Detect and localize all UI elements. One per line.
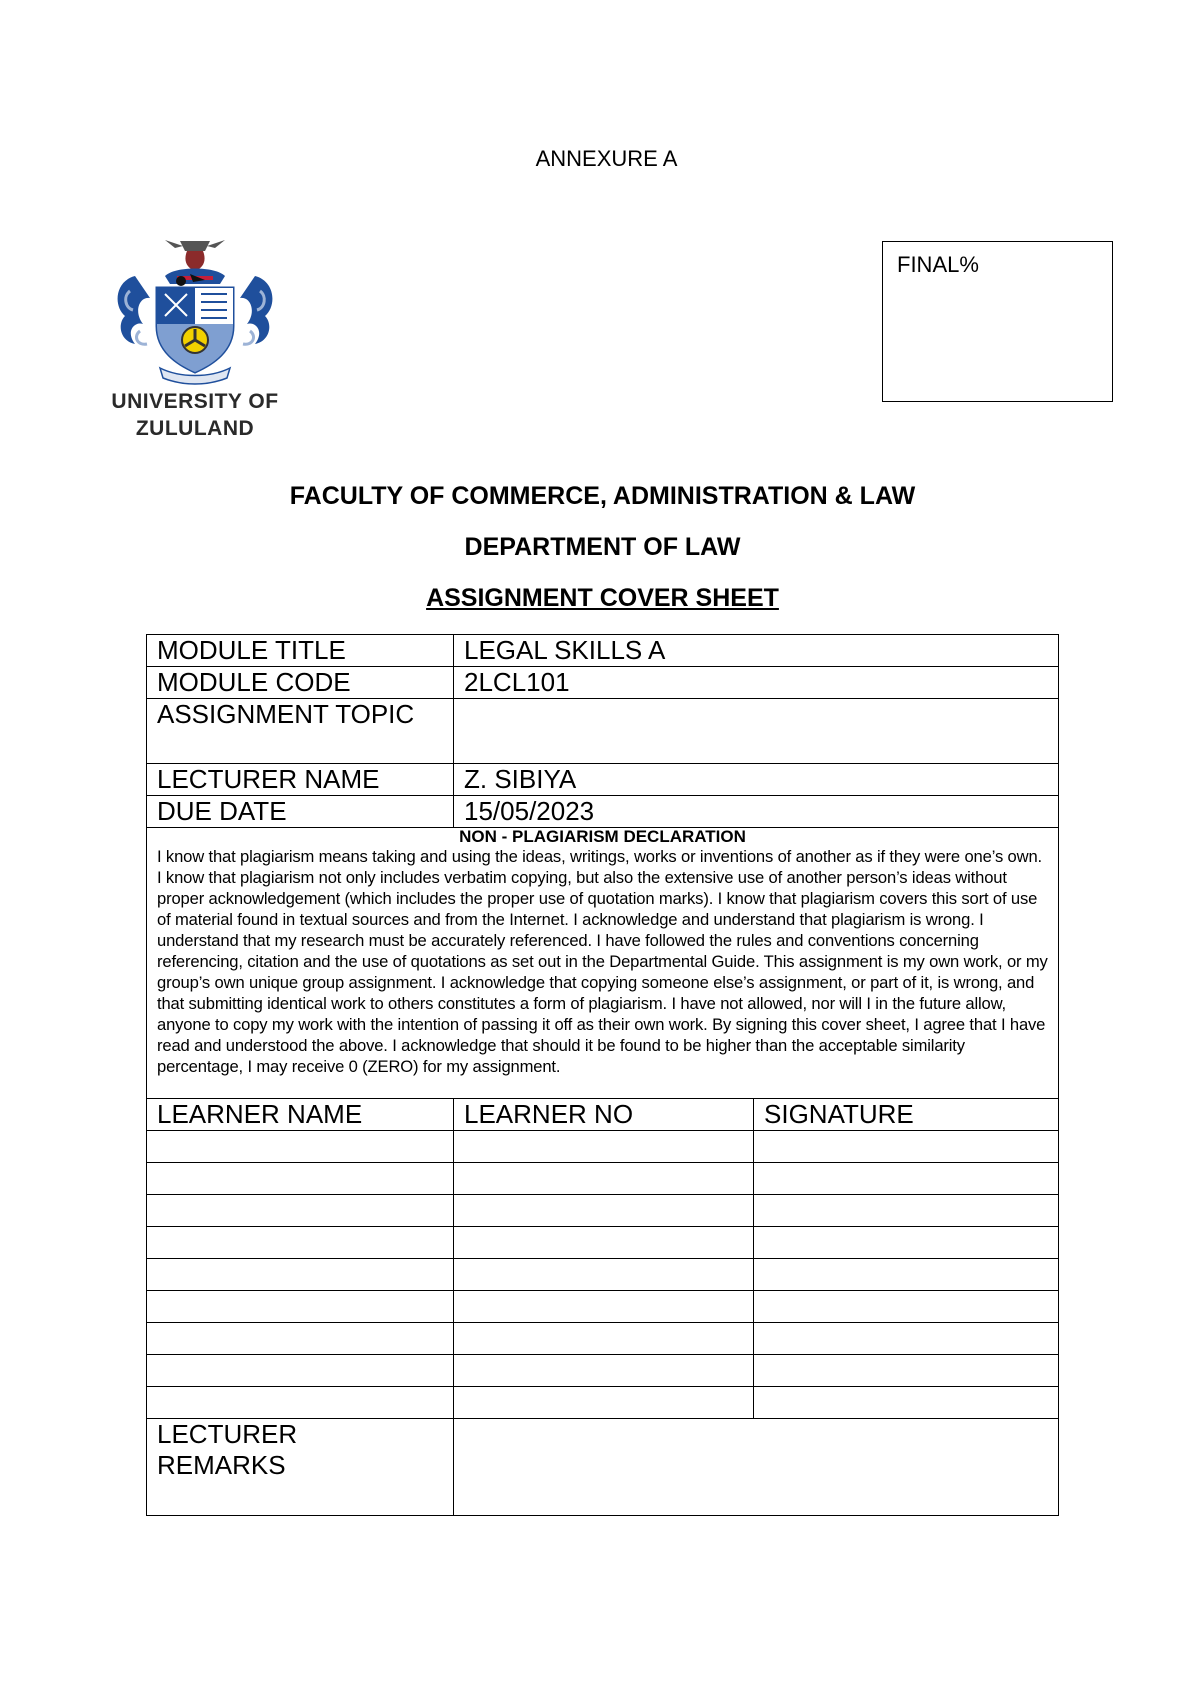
learner-name-cell[interactable]: [147, 1131, 454, 1163]
university-name-line1: UNIVERSITY OF: [111, 390, 279, 413]
declaration-text: I know that plagiarism means taking and using the ideas, writings, works or inventions of another as if they were one’s own. I know that plagiarism not only includes verbatim copying, but also the extensive use of another person’s ideas without proper acknowledgement (which includes the proper use of quotation marks). I know that plagiarism covers this sort of use of material found in textual sources and from the Internet. I acknowledge and understand that plagiarism is wrong. I understand that my research must be accurately referenced. I have followed the rules and conventions concerning referencing, citation and the use of quotations as set out in the Departmental Guide. This assignment is my own work, or my group’s own unique group assignment. I acknowledge that copying someone else’s assignment, or part of it, is wrong, and that submitting identical work to others constitutes a form of plagiarism. I have not allowed, nor will I in the future allow, anyone to copy my work with the intention of passing it off as their own work. By signing this cover sheet, I agree that I have read and understood the above. I acknowledge that should it be found to be higher than the acceptable similarity percentage, I may receive 0 (ZERO) for my assignment.: [157, 847, 1048, 1076]
university-crest-icon: [95, 236, 295, 386]
annexure-label: ANNEXURE A: [535, 146, 678, 171]
due-date-row: [147, 796, 1059, 828]
learner-no-cell[interactable]: [454, 1387, 754, 1419]
signature-cell[interactable]: [754, 1131, 1059, 1163]
signature-cell[interactable]: [754, 1227, 1059, 1259]
learner-no-cell[interactable]: [454, 1131, 754, 1163]
learner-no-cell[interactable]: [454, 1323, 754, 1355]
faculty-heading: FACULTY OF COMMERCE, ADMINISTRATION & LAW: [289, 482, 916, 510]
signature-cell[interactable]: [754, 1323, 1059, 1355]
learner-header-row: [147, 1099, 1059, 1131]
signature-cell[interactable]: [754, 1163, 1059, 1195]
lecturer-remarks-label-line2: REMARKS: [157, 1450, 286, 1480]
module-title-label: MODULE TITLE: [147, 635, 454, 667]
learner-no-cell[interactable]: [454, 1291, 754, 1323]
lecturer-remarks-value[interactable]: [454, 1419, 1059, 1516]
due-date-label: DUE DATE: [147, 796, 454, 828]
lecturer-remarks-label-line1: LECTURER: [157, 1419, 298, 1449]
learner-name-cell[interactable]: [147, 1387, 454, 1419]
due-date-value[interactable]: 15/05/2023: [454, 796, 1059, 828]
signature-cell[interactable]: [754, 1387, 1059, 1419]
signature-cell[interactable]: [754, 1355, 1059, 1387]
final-mark-box[interactable]: [882, 241, 1113, 402]
university-logo: [95, 236, 295, 446]
signature-cell[interactable]: [754, 1291, 1059, 1323]
declaration-cell: [147, 828, 1059, 1099]
lecturer-name-label: LECTURER NAME: [147, 764, 454, 796]
module-code-value[interactable]: 2LCL101: [454, 667, 1059, 699]
learner-no-cell[interactable]: [454, 1227, 754, 1259]
lecturer-name-row: [147, 764, 1059, 796]
learner-no-cell[interactable]: [454, 1355, 754, 1387]
learner-name-cell[interactable]: [147, 1259, 454, 1291]
lecturer-remarks-label: [147, 1419, 454, 1516]
learner-name-cell[interactable]: [147, 1195, 454, 1227]
module-title-value[interactable]: LEGAL SKILLS A: [454, 635, 1059, 667]
final-mark-label: FINAL%: [897, 252, 979, 277]
declaration-row: [147, 828, 1059, 1099]
assignment-topic-label: ASSIGNMENT TOPIC: [147, 699, 454, 764]
module-code-label: MODULE CODE: [147, 667, 454, 699]
cover-sheet-table: [146, 634, 1059, 1516]
learner-name-header: LEARNER NAME: [147, 1099, 454, 1131]
assignment-topic-value[interactable]: [454, 699, 1059, 764]
learner-name-cell[interactable]: [147, 1163, 454, 1195]
learner-name-cell[interactable]: [147, 1291, 454, 1323]
module-code-row: [147, 667, 1059, 699]
learner-row: [147, 1387, 1059, 1419]
signature-cell[interactable]: [754, 1195, 1059, 1227]
signature-header: SIGNATURE: [754, 1099, 1059, 1131]
learner-row: [147, 1195, 1059, 1227]
learner-name-cell[interactable]: [147, 1227, 454, 1259]
learner-row: [147, 1355, 1059, 1387]
signature-cell[interactable]: [754, 1259, 1059, 1291]
learner-no-header: LEARNER NO: [454, 1099, 754, 1131]
lecturer-remarks-row: [147, 1419, 1059, 1516]
learner-row: [147, 1227, 1059, 1259]
learner-row: [147, 1291, 1059, 1323]
learner-no-cell[interactable]: [454, 1195, 754, 1227]
lecturer-name-value[interactable]: Z. SIBIYA: [454, 764, 1059, 796]
cover-sheet-heading: ASSIGNMENT COVER SHEET: [426, 584, 779, 612]
learner-name-cell[interactable]: [147, 1323, 454, 1355]
department-heading: DEPARTMENT OF LAW: [464, 533, 741, 561]
declaration-title: NON - PLAGIARISM DECLARATION: [459, 827, 746, 846]
learner-row: [147, 1323, 1059, 1355]
learner-row: [147, 1259, 1059, 1291]
learner-row: [147, 1131, 1059, 1163]
module-title-row: [147, 635, 1059, 667]
university-name-line2: ZULULAND: [135, 417, 255, 440]
learner-no-cell[interactable]: [454, 1163, 754, 1195]
learner-name-cell[interactable]: [147, 1355, 454, 1387]
learner-row: [147, 1163, 1059, 1195]
learner-no-cell[interactable]: [454, 1259, 754, 1291]
assignment-topic-row: [147, 699, 1059, 764]
